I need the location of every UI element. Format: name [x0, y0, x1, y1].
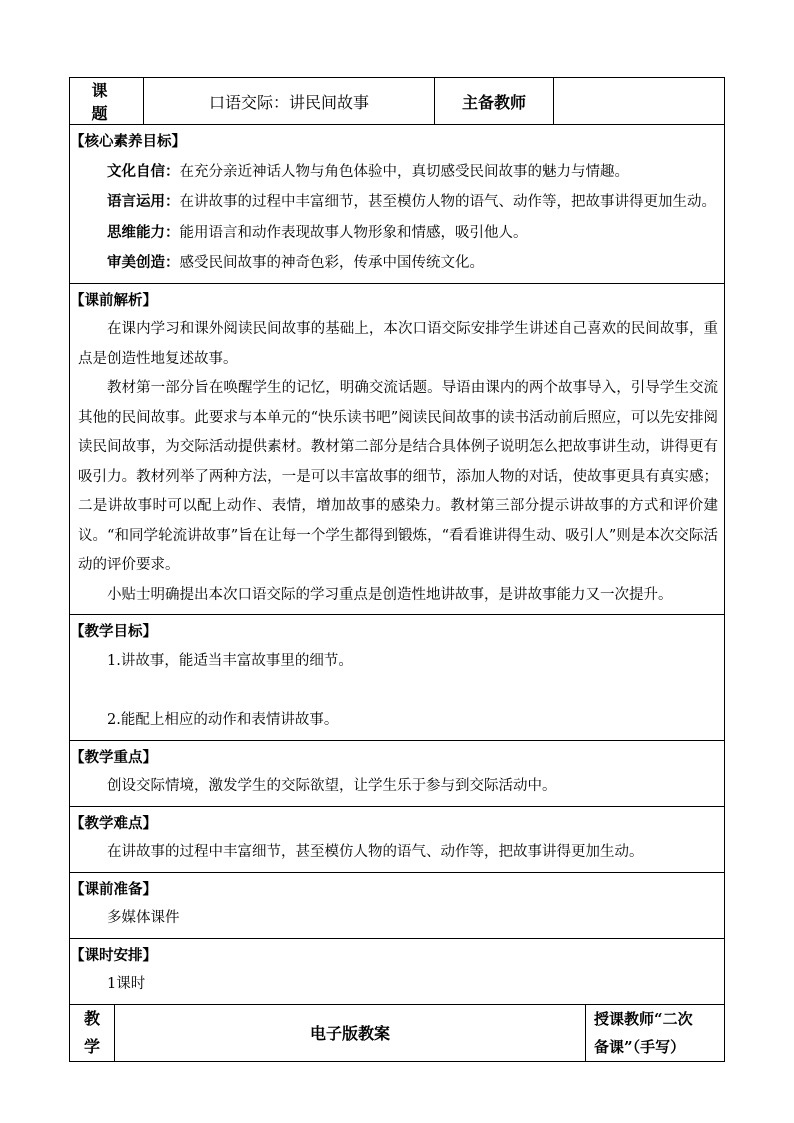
footer-row [70, 1005, 725, 1062]
core-goals-section [70, 125, 725, 284]
core-goals-row [70, 125, 725, 284]
analysis-paragraph: 教材第一部分旨在唤醒学生的记忆，明确交流话题。导语由课内的两个故事导入，引导学生交流其他的民间故事。此要求与本单元的“快乐读书吧”阅读民间故事的读书活动前后照应，可以先安排阅读民间故事，为交际活动提供素材。教材第二部分是结合具体例子说明怎么把故事讲生动，讲得更有吸引力。教材列举了两种方法，一是可以丰富故事的细节，添加人物的对话，使故事更具有真实感；二是讲故事时可以配上动作、表情，增加故事的感染力。教材第三部分提示讲故事的方式和评价建议。“和同学轮流讲故事”旨在让每一个学生都得到锻炼，“看看谁讲得生动、吸引人”则是本次交际活动的评价要求。 [78, 380, 718, 573]
objective-item: 1.讲故事，能适当丰富故事里的细节。 [107, 652, 353, 669]
difficulties-section [70, 806, 725, 872]
core-goal-item: 思维能力：能用语言和动作表现故事人物形象和情感，吸引他人。 [107, 223, 528, 241]
analysis-heading: 【课前解析】 [70, 291, 157, 309]
schedule-heading: 【课时安排】 [70, 946, 157, 964]
difficulties-text: 在讲故事的过程中丰富细节，甚至模仿人物的语气、动作等，把故事讲得更加生动。 [107, 844, 644, 860]
footer-table [69, 1005, 725, 1062]
key-points-text: 创设交际情境，激发学生的交际欲望，让学生乐于参与到交际活动中。 [107, 778, 557, 794]
key-points-section [70, 740, 725, 806]
preparation-row [70, 872, 725, 938]
preparation-section [70, 872, 725, 938]
preparation-heading: 【课前准备】 [70, 880, 157, 898]
key-points-row [70, 740, 725, 806]
difficulties-heading: 【教学难点】 [70, 814, 157, 832]
electronic-plan-label: 电子版教案 [115, 1005, 586, 1062]
analysis-paragraph: 小贴士明确提出本次口语交际的学习重点是创造性地讲故事，是讲故事能力又一次提升。 [107, 586, 673, 603]
main-teacher-value [554, 78, 725, 125]
analysis-paragraph: 在课内学习和课外阅读民间故事的基础上，本次口语交际安排学生讲述自己喜欢的民间故事，重点是创造性地复述故事。 [78, 321, 718, 367]
lesson-plan-table [69, 77, 725, 1005]
teaching-label: 教 学 [70, 1005, 115, 1062]
topic-label: 课 题 [70, 78, 144, 125]
preparation-text: 多媒体课件 [107, 910, 180, 926]
lesson-title: 口语交际：讲民间故事 [144, 78, 435, 125]
core-goal-item: 审美创造：感受民间故事的神奇色彩，传承中国传统文化。 [107, 254, 484, 271]
difficulties-row [70, 806, 725, 872]
header-row [70, 78, 725, 125]
core-goals-heading: 【核心素养目标】 [70, 133, 186, 150]
core-goal-item: 文化自信：在充分亲近神话人物与角色体验中，真切感受民间故事的魅力与情趣。 [107, 162, 629, 180]
core-goal-item: 语言运用：在讲故事的过程中丰富细节，甚至模仿人物的语气、动作等，把故事讲得更加生动。 [107, 193, 716, 210]
schedule-row [70, 938, 725, 1004]
key-points-heading: 【教学重点】 [70, 748, 157, 766]
objectives-row [70, 615, 725, 741]
main-teacher-label: 主备教师 [435, 78, 554, 125]
objectives-heading: 【教学目标】 [70, 623, 157, 640]
analysis-row [70, 283, 725, 615]
schedule-section [70, 938, 725, 1004]
objectives-section [70, 615, 725, 741]
secondary-prep-label: 授课教师“二次 备课”（手写） [586, 1005, 725, 1062]
objective-item: 2.能配上相应的动作和表情讲故事。 [107, 712, 339, 728]
analysis-section [70, 283, 725, 615]
schedule-text: 1课时 [107, 976, 146, 992]
lesson-plan-page [69, 77, 725, 1062]
